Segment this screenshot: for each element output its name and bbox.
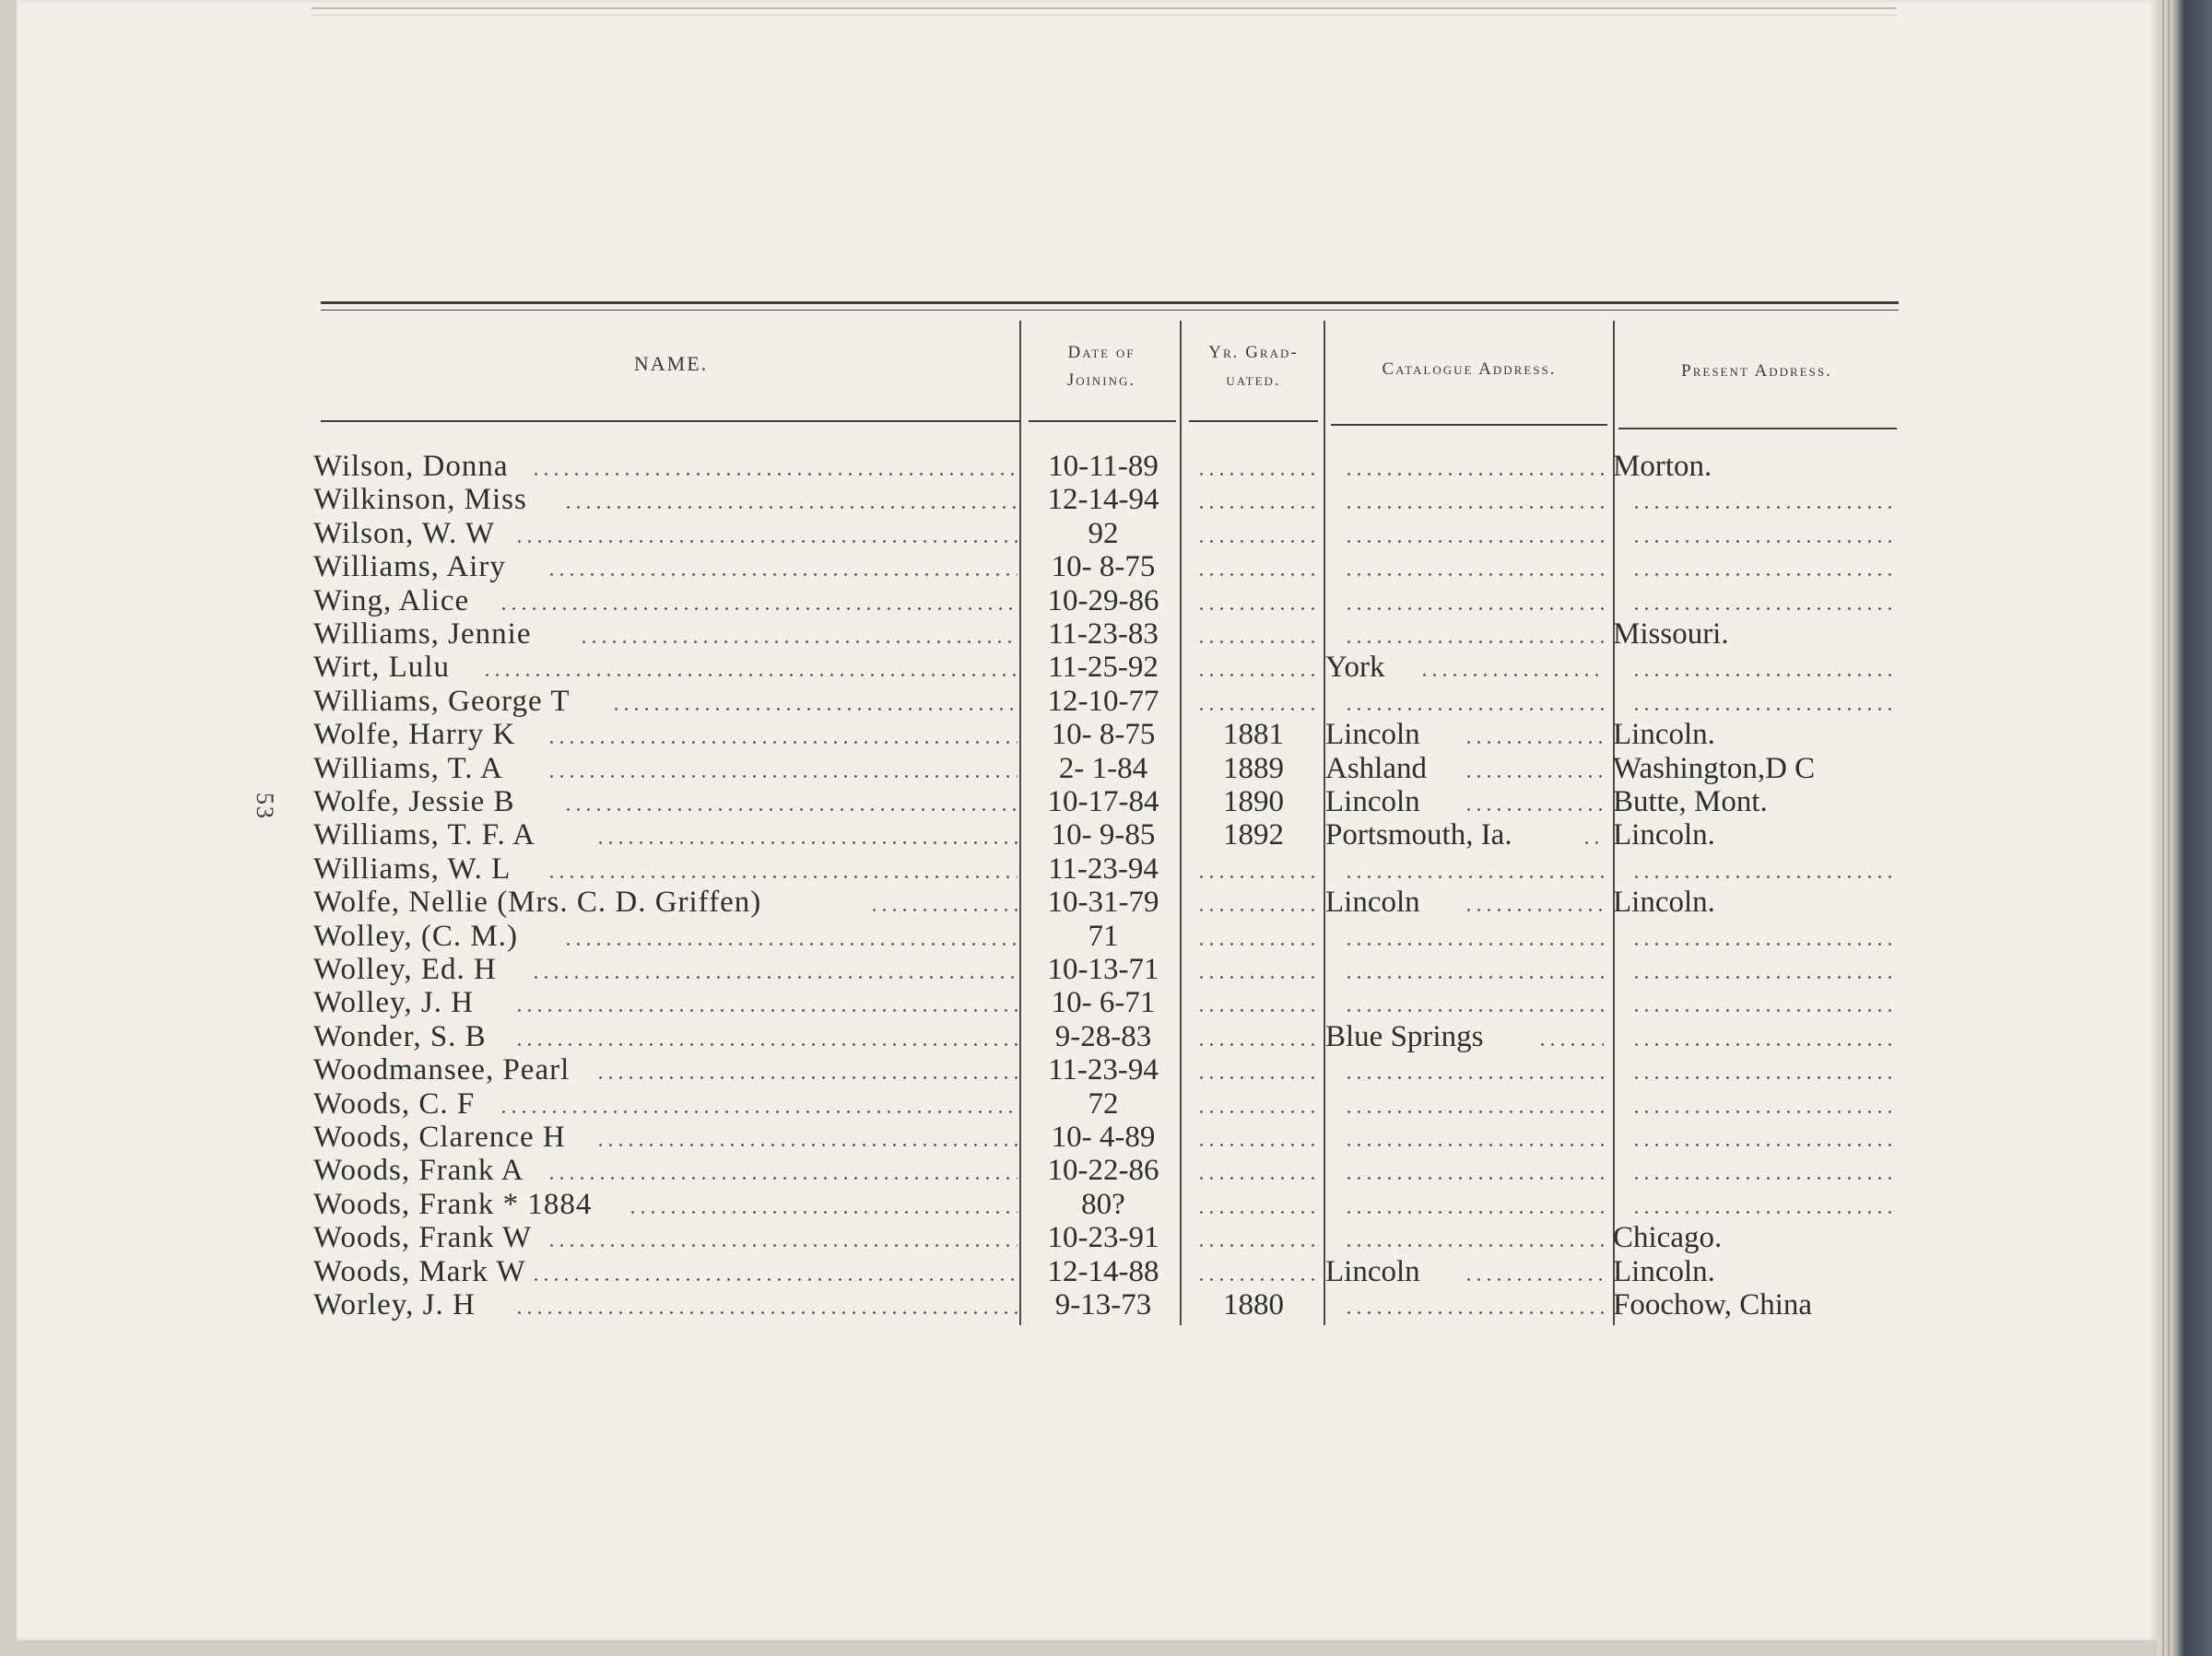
cell-date-of-joining: 10-23-91	[1047, 1221, 1159, 1255]
cell-present-address	[1613, 953, 1900, 986]
cell-catalogue-address	[1325, 953, 1602, 986]
cell-year-graduated	[1189, 651, 1318, 684]
cell-name: Wolley, Ed. H	[313, 953, 497, 986]
cell-name: Williams, George T	[313, 684, 571, 718]
header-name: NAME.	[633, 352, 709, 375]
table-row	[17, 617, 2157, 651]
header-rule-present	[1618, 428, 1897, 429]
cell-name: Wirt, Lulu	[313, 651, 450, 685]
cell-present-address: Missouri.	[1613, 617, 1729, 651]
cell-year-graduated	[1189, 1188, 1318, 1221]
cell-catalogue-address	[1325, 1288, 1602, 1321]
table-row	[17, 483, 2157, 516]
cell-catalogue-address	[1325, 920, 1602, 953]
top-rule-outer	[321, 301, 1899, 304]
table-row	[17, 1221, 2157, 1254]
table-row	[17, 685, 2157, 718]
cell-name: Woodmansee, Pearl	[313, 1053, 571, 1087]
cell-year-graduated	[1189, 550, 1318, 583]
cell-year-graduated	[1189, 1154, 1318, 1187]
cell-catalogue-address	[1325, 1053, 1602, 1086]
cell-year-graduated: 1881	[1223, 718, 1284, 752]
cell-present-address	[1613, 1053, 1900, 1086]
cell-name: Worley, J. H	[313, 1288, 476, 1321]
cell-date-of-joining: 2- 1-84	[1058, 751, 1148, 785]
cell-name: Wonder, S. B	[313, 1019, 487, 1053]
cell-date-of-joining: 10- 6-71	[1051, 986, 1156, 1020]
cell-date-of-joining: 10-31-79	[1047, 886, 1159, 920]
cell-catalogue-address	[1325, 550, 1602, 583]
cell-year-graduated	[1189, 1221, 1318, 1254]
cell-date-of-joining: 71	[1088, 919, 1119, 953]
cell-name: Wolfe, Harry K	[313, 718, 516, 752]
page-top-edge	[312, 7, 1897, 16]
cell-date-of-joining: 10- 9-85	[1051, 818, 1156, 852]
cell-present-address	[1613, 584, 1900, 617]
cell-name: Wilson, W. W	[313, 516, 496, 550]
cell-date-of-joining: 10-29-86	[1047, 583, 1159, 617]
page-number: 53	[252, 793, 278, 820]
header-date-line-1: Date of	[1067, 343, 1135, 362]
table-row	[17, 1020, 2157, 1053]
cell-date-of-joining: 12-10-77	[1047, 684, 1159, 718]
cell-present-address: Lincoln.	[1613, 1254, 1715, 1288]
cell-present-address	[1613, 651, 1900, 684]
table-row	[17, 651, 2157, 684]
cell-name: Williams, T. A	[313, 751, 503, 785]
cell-year-graduated	[1189, 617, 1318, 651]
cell-catalogue-address	[1325, 852, 1602, 886]
cell-date-of-joining: 72	[1088, 1086, 1119, 1121]
cell-name: Wilson, Donna	[313, 450, 509, 483]
cell-name: Wilkinson, Miss	[313, 483, 527, 517]
table-row	[17, 1255, 2157, 1288]
cell-name: Williams, Airy	[313, 550, 506, 584]
cell-name: Wolfe, Nellie (Mrs. C. D. Griffen)	[313, 886, 762, 920]
cell-catalogue-address	[1325, 1154, 1602, 1187]
cell-present-address: Lincoln.	[1613, 718, 1715, 752]
header-year-line-2: uated.	[1226, 370, 1281, 390]
table-row	[17, 920, 2157, 953]
cell-name: Williams, W. L	[313, 851, 512, 886]
table-row	[17, 1188, 2157, 1221]
cell-date-of-joining: 10-13-71	[1047, 953, 1159, 986]
cell-present-address: Chicago.	[1613, 1221, 1723, 1255]
header-rule-catalogue	[1331, 424, 1607, 426]
cell-present-address	[1613, 1188, 1900, 1221]
cell-present-address	[1613, 852, 1900, 886]
cell-present-address	[1613, 1121, 1900, 1154]
cell-catalogue-address: Lincoln	[1325, 718, 1420, 752]
cell-year-graduated	[1189, 450, 1318, 483]
cell-catalogue-address: York	[1325, 651, 1385, 685]
cell-name: Woods, Mark W	[313, 1254, 526, 1288]
cell-catalogue-address	[1325, 450, 1602, 483]
cell-name: Williams, Jennie	[313, 617, 532, 651]
cell-date-of-joining: 11-23-83	[1048, 617, 1159, 651]
cell-present-address: Lincoln.	[1613, 818, 1715, 852]
cell-year-graduated	[1189, 483, 1318, 516]
cell-catalogue-address	[1325, 1121, 1602, 1154]
cell-year-graduated: 1890	[1223, 785, 1284, 818]
cell-present-address: Foochow, China	[1613, 1288, 1813, 1321]
cell-catalogue-address	[1325, 1221, 1602, 1254]
table-row	[17, 1087, 2157, 1121]
table-row	[17, 1288, 2157, 1321]
cell-catalogue-address: Lincoln	[1325, 886, 1420, 920]
cell-name: Wolfe, Jessie B	[313, 785, 515, 818]
header-date-line-2: Joining.	[1066, 370, 1136, 390]
cell-present-address	[1613, 517, 1900, 550]
cell-date-of-joining: 10- 8-75	[1051, 718, 1156, 752]
book-edge	[2157, 0, 2212, 1656]
table-row	[17, 517, 2157, 550]
cell-year-graduated	[1189, 517, 1318, 550]
header-year-line-1: Yr. Grad-	[1208, 343, 1299, 362]
cell-year-graduated	[1189, 986, 1318, 1019]
cell-catalogue-address	[1325, 685, 1602, 718]
cell-date-of-joining: 9-13-73	[1054, 1288, 1152, 1321]
table-row	[17, 752, 2157, 785]
cell-present-address: Butte, Mont.	[1613, 785, 1768, 818]
table-row	[17, 785, 2157, 818]
cell-name: Woods, C. F	[313, 1086, 476, 1121]
header-year-graduated	[1182, 339, 1325, 394]
cell-year-graduated	[1189, 1053, 1318, 1086]
cell-catalogue-address	[1325, 483, 1602, 516]
table-row	[17, 584, 2157, 617]
cell-name: Woods, Frank W	[313, 1221, 533, 1255]
cell-catalogue-address	[1325, 584, 1602, 617]
header-rule-date	[1029, 420, 1176, 422]
cell-present-address	[1613, 986, 1900, 1019]
cell-date-of-joining: 80?	[1081, 1187, 1125, 1221]
table-row	[17, 450, 2157, 483]
table-row	[17, 1053, 2157, 1086]
cell-catalogue-address	[1325, 1087, 1602, 1121]
cell-name: Williams, T. F. A	[313, 818, 535, 852]
cell-date-of-joining: 9-28-83	[1054, 1019, 1152, 1053]
table-row	[17, 852, 2157, 886]
header-present-address: Present Address.	[1681, 361, 1832, 381]
header-rule-name	[321, 420, 1019, 422]
cell-year-graduated	[1189, 953, 1318, 986]
cell-present-address	[1613, 483, 1900, 516]
cell-date-of-joining: 11-23-94	[1048, 1053, 1159, 1087]
cell-present-address: Washington,D C	[1613, 751, 1816, 785]
cell-present-address	[1613, 1087, 1900, 1121]
cell-year-graduated	[1189, 886, 1318, 919]
cell-catalogue-address	[1325, 517, 1602, 550]
cell-date-of-joining: 12-14-88	[1047, 1254, 1159, 1288]
table-row	[17, 550, 2157, 583]
cell-catalogue-address: Ashland	[1325, 751, 1427, 785]
cell-date-of-joining: 12-14-94	[1047, 483, 1159, 517]
table-row	[17, 886, 2157, 919]
cell-catalogue-address: Lincoln	[1325, 1254, 1420, 1288]
cell-year-graduated	[1189, 1087, 1318, 1121]
cell-year-graduated: 1889	[1223, 751, 1284, 785]
cell-catalogue-address	[1325, 617, 1602, 651]
cell-present-address	[1613, 550, 1900, 583]
cell-year-graduated	[1189, 1121, 1318, 1154]
cell-present-address: Morton.	[1613, 450, 1712, 483]
header-date-of-joining	[1023, 339, 1180, 394]
table-row	[17, 953, 2157, 986]
table-row	[17, 818, 2157, 851]
cell-year-graduated	[1189, 920, 1318, 953]
cell-date-of-joining: 10-11-89	[1048, 450, 1159, 483]
table-row	[17, 986, 2157, 1019]
cell-year-graduated	[1189, 1020, 1318, 1053]
cell-date-of-joining: 92	[1088, 516, 1119, 550]
top-rule-inner	[321, 310, 1899, 311]
cell-name: Woods, Frank A	[313, 1154, 524, 1188]
cell-year-graduated: 1880	[1223, 1288, 1284, 1321]
cell-year-graduated: 1892	[1223, 818, 1284, 852]
table-row	[17, 1154, 2157, 1187]
header-catalogue-address: Catalogue Address.	[1382, 359, 1557, 379]
cell-name: Wolley, J. H	[313, 986, 475, 1020]
cell-catalogue-address	[1325, 1188, 1602, 1221]
ledger-page	[17, 0, 2157, 1640]
header-rule-year	[1189, 420, 1318, 422]
cell-date-of-joining: 10-17-84	[1047, 785, 1159, 818]
cell-name: Woods, Frank * 1884	[313, 1187, 593, 1221]
cell-catalogue-address	[1325, 986, 1602, 1019]
cell-name: Wolley, (C. M.)	[313, 919, 518, 953]
table-row	[17, 1121, 2157, 1154]
cell-year-graduated	[1189, 685, 1318, 718]
cell-catalogue-address: Blue Springs	[1325, 1019, 1484, 1053]
cell-present-address	[1613, 685, 1900, 718]
cell-year-graduated	[1189, 584, 1318, 617]
cell-date-of-joining: 11-23-94	[1048, 851, 1159, 886]
cell-present-address	[1613, 920, 1900, 953]
cell-year-graduated	[1189, 852, 1318, 886]
cell-catalogue-address: Portsmouth, Ia.	[1325, 818, 1512, 852]
cell-present-address	[1613, 1154, 1900, 1187]
cell-date-of-joining: 11-25-92	[1048, 651, 1159, 685]
cell-present-address: Lincoln.	[1613, 886, 1715, 920]
cell-name: Woods, Clarence H	[313, 1121, 566, 1154]
cell-date-of-joining: 10- 8-75	[1051, 550, 1156, 584]
cell-present-address	[1613, 1020, 1900, 1053]
table-row	[17, 718, 2157, 751]
cell-year-graduated	[1189, 1255, 1318, 1288]
cell-catalogue-address: Lincoln	[1325, 785, 1420, 818]
cell-date-of-joining: 10- 4-89	[1051, 1121, 1156, 1154]
cell-date-of-joining: 10-22-86	[1047, 1154, 1159, 1188]
cell-name: Wing, Alice	[313, 583, 470, 617]
